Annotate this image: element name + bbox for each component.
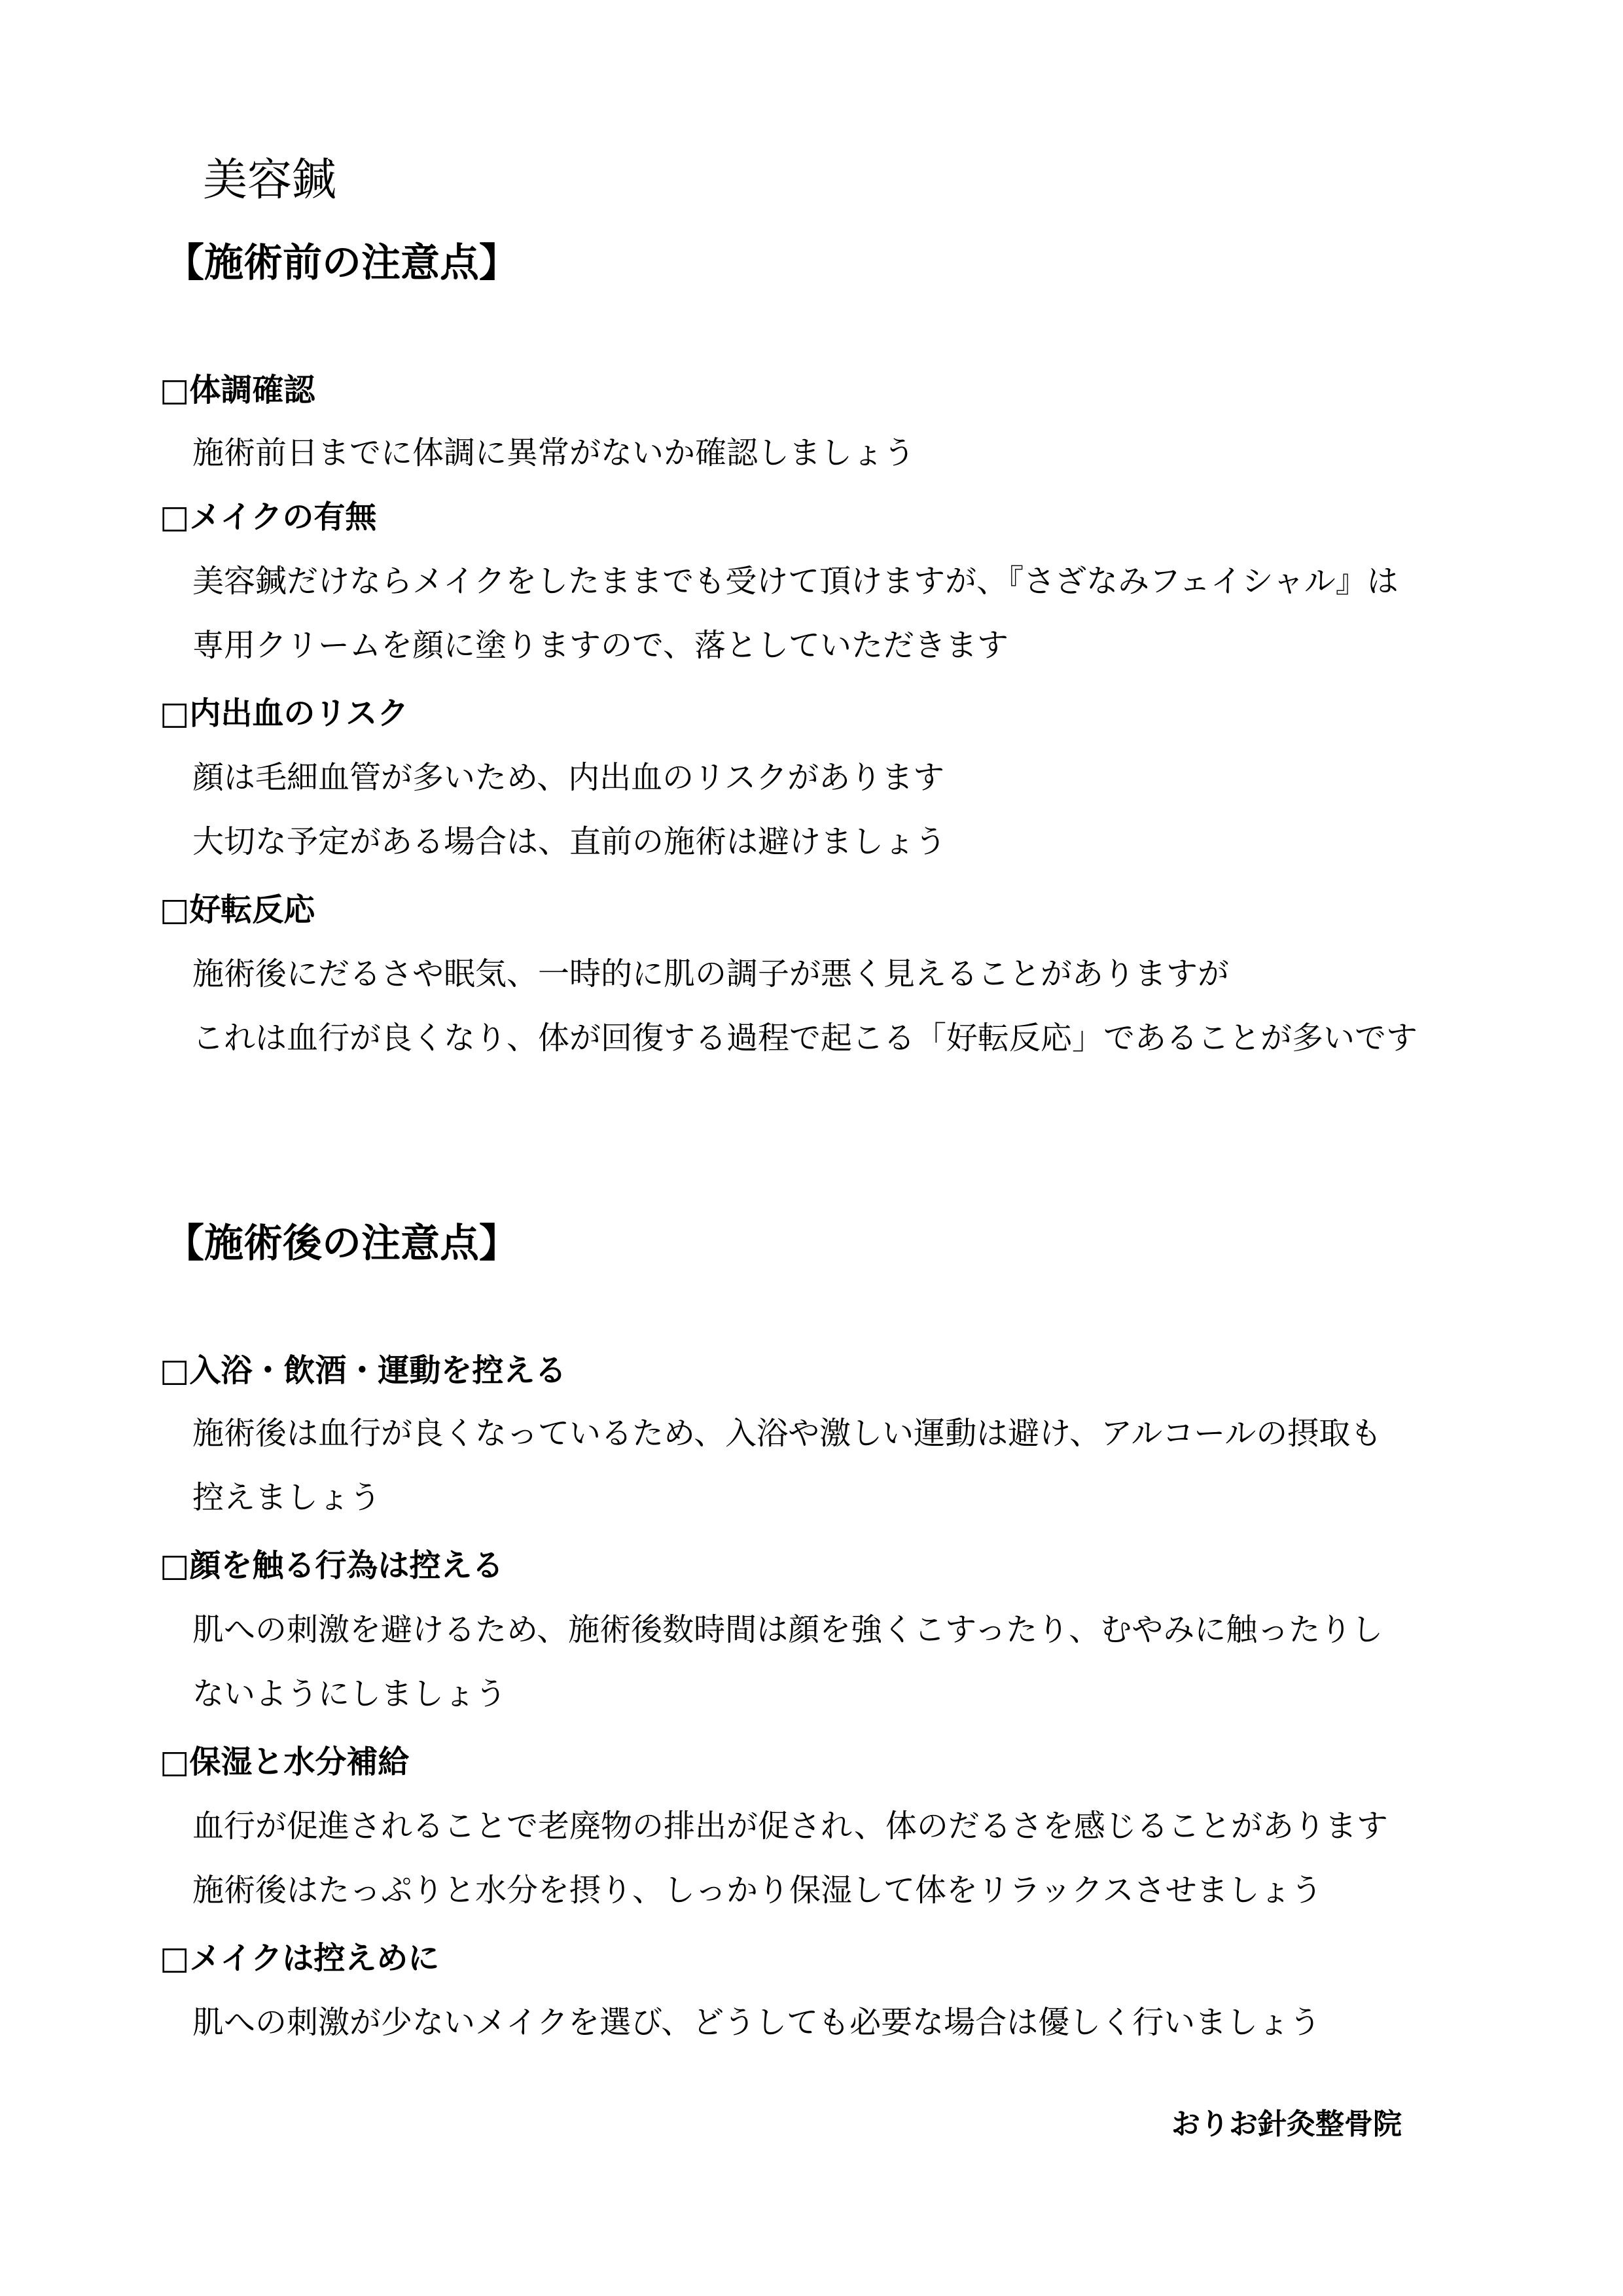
item-heading-moisture-hydration: □保湿と水分補給 xyxy=(160,1744,410,1780)
section-heading-after: 【施術後の注意点】 xyxy=(165,1221,518,1266)
item-heading-avoid-bath-alcohol-exercise: □入浴・飲酒・運動を控える xyxy=(160,1352,567,1389)
body-line: 施術後はたっぷりと水分を摂り、しっかり保湿して体をリラックスさせましょう xyxy=(192,1872,1323,1909)
section-heading-before: 【施術前の注意点】 xyxy=(165,240,518,286)
body-line: 施術前日までに体調に異常がないか確認しましょう xyxy=(192,435,916,471)
body-line: 血行が促進されることで老廃物の排出が促され、体のだるさを感じることがあります xyxy=(192,1808,1388,1844)
item-heading-light-makeup: □メイクは控えめに xyxy=(160,1940,440,1977)
body-line: 顔は毛細血管が多いため、内出血のリスクがあります xyxy=(192,759,945,796)
body-line: 肌への刺激が少ないメイクを選び、どうしても必要な場合は優しく行いましょう xyxy=(192,2004,1321,2041)
body-line: 美容鍼だけならメイクをしたままでも受けて頂けますが、『さざなみフェイシャル』は xyxy=(192,563,1399,600)
body-line: 施術後は血行が良くなっているため、入浴や激しい運動は避け、アルコールの摂取も xyxy=(192,1415,1382,1452)
body-line: 大切な予定がある場合は、直前の施術は避けましょう xyxy=(192,823,947,860)
clinic-name: おりお針灸整骨院 xyxy=(1171,2108,1402,2141)
item-heading-healing-reaction: □好転反応 xyxy=(160,891,315,928)
item-heading-makeup: □メイクの有無 xyxy=(160,499,377,535)
item-heading-avoid-touching-face: □顔を触る行為は控える xyxy=(160,1547,504,1584)
item-heading-condition-check: □体調確認 xyxy=(160,372,315,408)
body-line: 肌への刺激を避けるため、施術後数時間は顔を強くこすったり、むやみに触ったりし xyxy=(192,1611,1383,1648)
item-heading-bruising-risk: □内出血のリスク xyxy=(160,695,409,732)
body-line: これは血行が良くなり、体が回復する過程で起こる「好転反応」であることが多いです xyxy=(192,1020,1418,1056)
document-title: 美容鍼 xyxy=(203,154,337,206)
body-line: 専用クリームを顔に塗りますので、落としていただきます xyxy=(192,627,1009,664)
body-line: ないようにしましょう xyxy=(192,1676,507,1712)
body-line: 控えましょう xyxy=(192,1479,382,1516)
body-line: 施術後にだるさや眠気、一時的に肌の調子が悪く見えることがありますが xyxy=(192,956,1230,992)
